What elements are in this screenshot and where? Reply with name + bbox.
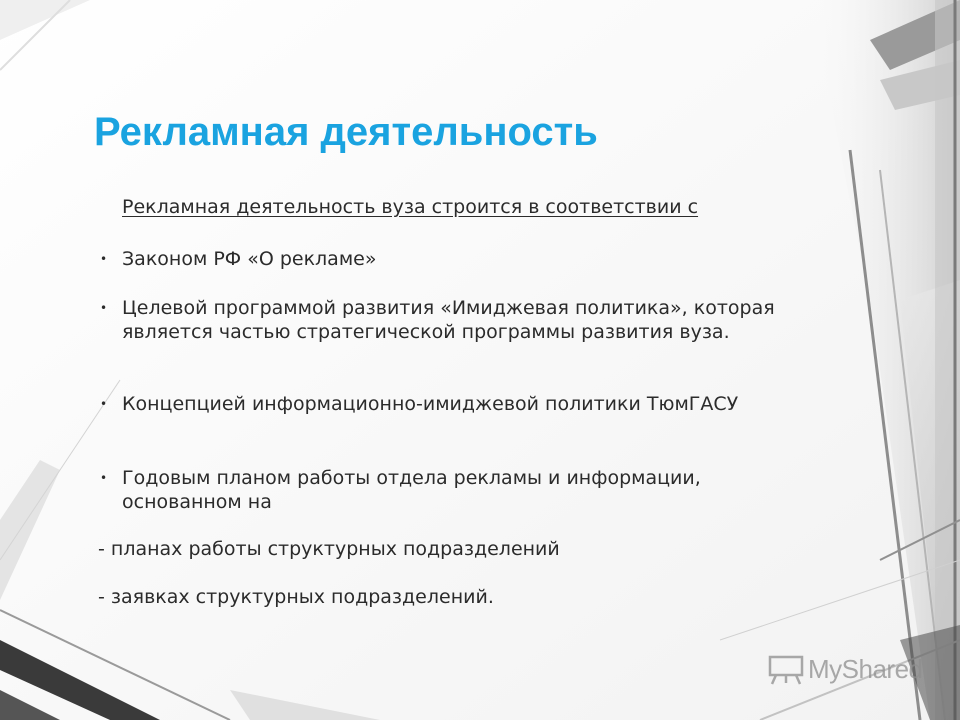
bullet-icon: • — [100, 252, 108, 266]
bullet-text: Концепцией информационно-имиджевой политики ТюмГАСУ — [122, 393, 739, 415]
bullet-item — [100, 466, 780, 514]
bullet-icon: • — [100, 301, 108, 315]
presentation-board-icon — [768, 655, 804, 685]
bullet-text: Законом РФ «О рекламе» — [122, 248, 377, 270]
bullet-item — [100, 247, 780, 271]
bullet-icon: • — [100, 471, 108, 485]
sub-item: - планах работы структурных подразделений — [98, 538, 560, 560]
slide-title: Рекламная деятельность — [94, 110, 598, 154]
watermark — [768, 654, 923, 685]
intro-text: Рекламная деятельность вуза строится в соответствии с — [122, 196, 699, 218]
bullet-text: Годовым планом работы отдела рекламы и информации, основанном на — [122, 467, 701, 513]
bullet-text: Целевой программой развития «Имиджевая политика», которая является частью стратегической программы развития вуза. — [122, 297, 775, 343]
bullet-item — [100, 392, 780, 416]
bullet-item — [100, 296, 780, 344]
bullet-icon: • — [100, 397, 108, 411]
watermark-text: MyShared — [808, 654, 923, 684]
sub-item: - заявках структурных подразделений. — [98, 586, 494, 608]
